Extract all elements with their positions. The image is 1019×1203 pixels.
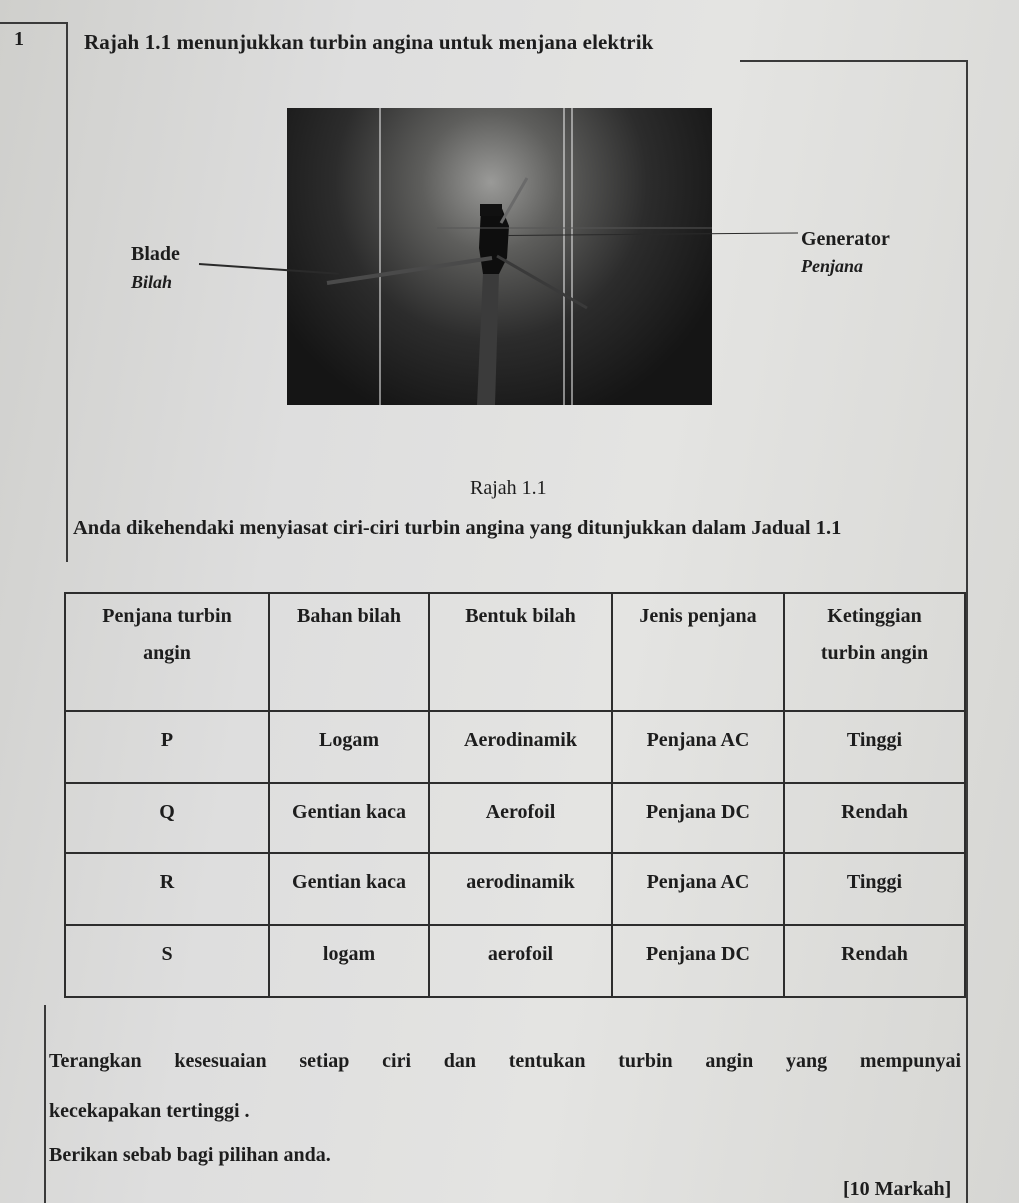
marks-allocation: [10 Markah] [843,1178,952,1200]
table-cell: Penjana DC [612,925,784,997]
table-cell: aerodinamik [429,853,612,925]
table-cell: Tinggi [784,711,965,783]
question-number: 1 [14,28,24,50]
blade-label-malay: Bilah [131,272,173,292]
table-cell: Aerofoil [429,783,612,853]
table-cell: Penjana DC [612,783,784,853]
table-cell: Gentian kaca [269,783,429,853]
table-row [65,853,965,925]
title-rule [740,60,968,62]
header-cell: Bentuk bilah [429,593,612,711]
table-cell: Penjana AC [612,853,784,925]
turbine-characteristics-table [64,592,966,998]
table-cell: P [65,711,269,783]
table-row [65,925,965,997]
figure-caption: Rajah 1.1 [470,477,547,499]
header-cell: Penjana turbin angin [65,593,269,711]
top-rule [0,22,68,24]
table-cell: Gentian kaca [269,853,429,925]
generator-label-malay: Penjana [801,256,864,276]
table-cell: Rendah [784,783,965,853]
table-cell: Q [65,783,269,853]
table-cell: Tinggi [784,853,965,925]
table-cell: Logam [269,711,429,783]
table-cell: S [65,925,269,997]
table-cell: Aerodinamik [429,711,612,783]
table-cell: logam [269,925,429,997]
table-cell: Penjana AC [612,711,784,783]
table-cell: aerofoil [429,925,612,997]
task-reason: Berikan sebab bagi pilihan anda. [49,1144,331,1166]
table-header-row [65,593,965,711]
header-cell: Bahan bilah [269,593,429,711]
task-explain: Terangkan kesesuaian setiap ciri dan tentukan turbin angin yang mempunyai [49,1050,961,1072]
generator-label: Generator [801,228,890,250]
table-row [65,711,965,783]
wind-turbine-photo [287,108,712,405]
blade-label: Blade [131,243,180,265]
table-row [65,783,965,853]
left-margin-line-lower [44,1005,46,1203]
header-cell: Jenis penjana [612,593,784,711]
wind-turbine-silhouette [287,108,712,405]
question-title: Rajah 1.1 menunjukkan turbin angina untuk menjana elektrik [84,30,654,54]
left-margin-line [66,22,68,562]
header-cell: Ketinggian turbin angin [784,593,965,711]
task-explain-continued: kecekapakan tertinggi . [49,1100,250,1122]
right-margin-line [966,60,968,1203]
table-cell: Rendah [784,925,965,997]
instruction-text: Anda dikehendaki menyiasat ciri-ciri turbin angina yang ditunjukkan dalam Jadual 1.1 [73,517,842,539]
table-cell: R [65,853,269,925]
